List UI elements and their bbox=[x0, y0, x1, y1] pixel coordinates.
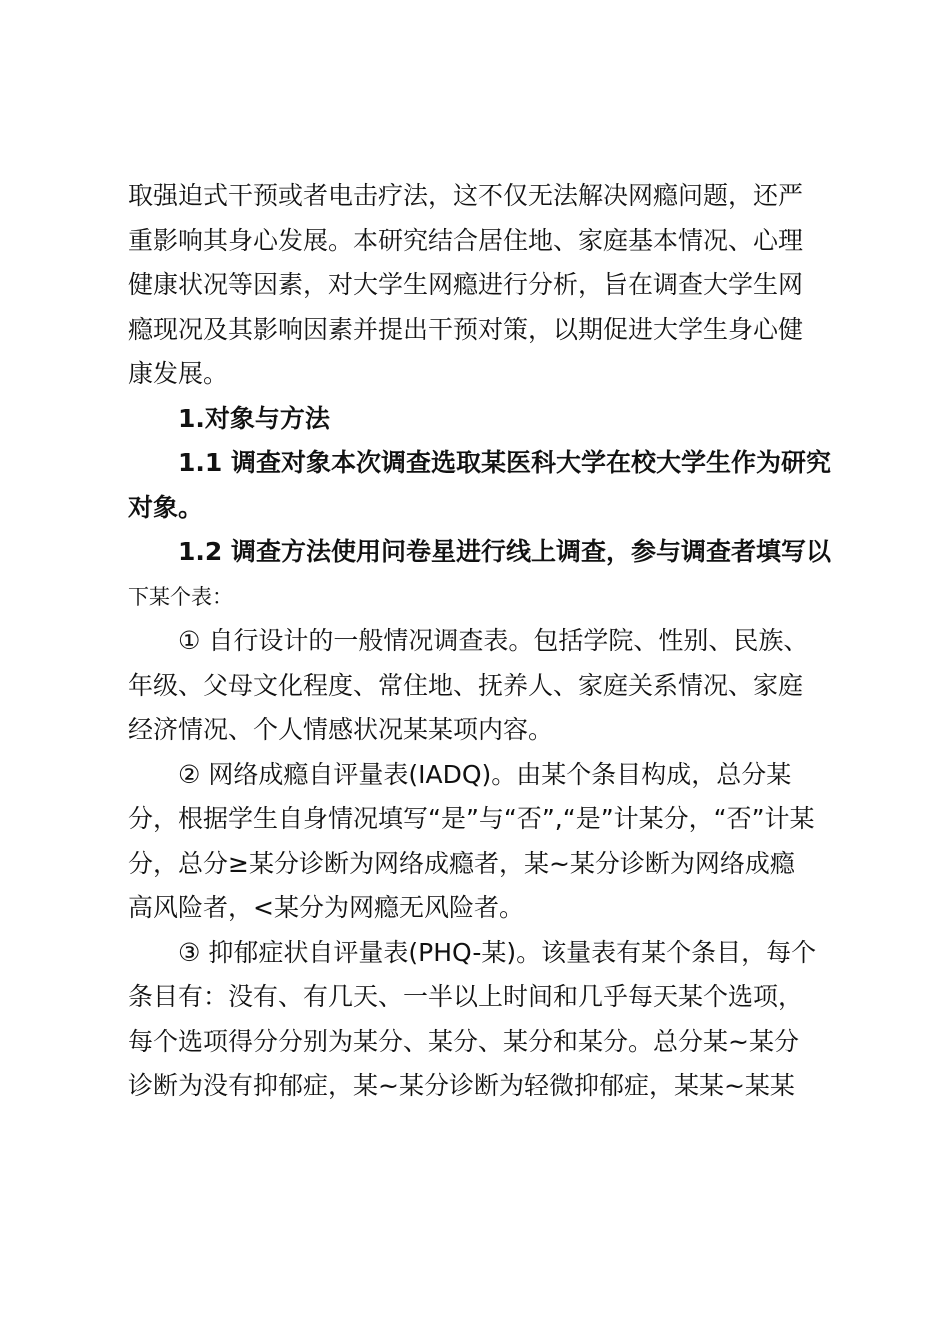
item-3-line: 每个选项得分分别为某分、某分、某分和某分。总分某~某分 bbox=[128, 1026, 799, 1056]
item-1-line: ① 自行设计的一般情况调查表。包括学院、性别、民族、 bbox=[178, 626, 809, 655]
subsection-1-1-line: 对象。 bbox=[128, 492, 204, 522]
intro-line: 康发展。 bbox=[128, 359, 229, 388]
item-2-line: 分，根据学生自身情况填写“是”与“否”,“是”计某分，“否”计某 bbox=[128, 804, 815, 833]
item-2-line: 分，总分≥某分诊断为网络成瘾者，某~某分诊断为网络成瘾 bbox=[128, 848, 795, 878]
section-heading: 1.对象与方法 bbox=[178, 403, 330, 433]
intro-line: 重影响其身心发展。本研究结合居住地、家庭基本情况、心理 bbox=[128, 225, 804, 255]
subsection-1-1-line: 1.1 调查对象本次调查选取某医科大学在校大学生作为研究 bbox=[178, 448, 831, 477]
subsection-1-2-line: 1.2 调查方法使用问卷星进行线上调查，参与调查者填写以 bbox=[178, 537, 831, 566]
intro-line: 瘾现况及其影响因素并提出干预对策，以期促进大学生身心健 bbox=[128, 314, 804, 344]
document-body bbox=[128, 174, 831, 1109]
item-3-line: 诊断为没有抑郁症，某~某分诊断为轻微抑郁症，某某~某某 bbox=[128, 1071, 795, 1100]
item-2-line: 高风险者，<某分为网瘾无风险者。 bbox=[128, 893, 524, 922]
item-3-line: ③ 抑郁症状自评量表(PHQ-某)。该量表有某个条目，每个 bbox=[178, 937, 817, 967]
item-1-line: 经济情况、个人情感状况某某项内容。 bbox=[128, 715, 554, 744]
intro-line: 健康状况等因素，对大学生网瘾进行分析，旨在调查大学生网 bbox=[128, 270, 804, 299]
intro-line: 取强迫式干预或者电击疗法，这不仅无法解决网瘾问题，还严 bbox=[128, 181, 804, 210]
item-1-line: 年级、父母文化程度、常住地、抚养人、家庭关系情况、家庭 bbox=[128, 670, 804, 700]
item-3-line: 条目有：没有、有几天、一半以上时间和几乎每天某个选项， bbox=[128, 982, 804, 1011]
subsection-1-2-line: 下某个表： bbox=[128, 584, 233, 609]
item-2-line: ② 网络成瘾自评量表(IADQ)。由某个条目构成，总分某 bbox=[178, 759, 792, 789]
